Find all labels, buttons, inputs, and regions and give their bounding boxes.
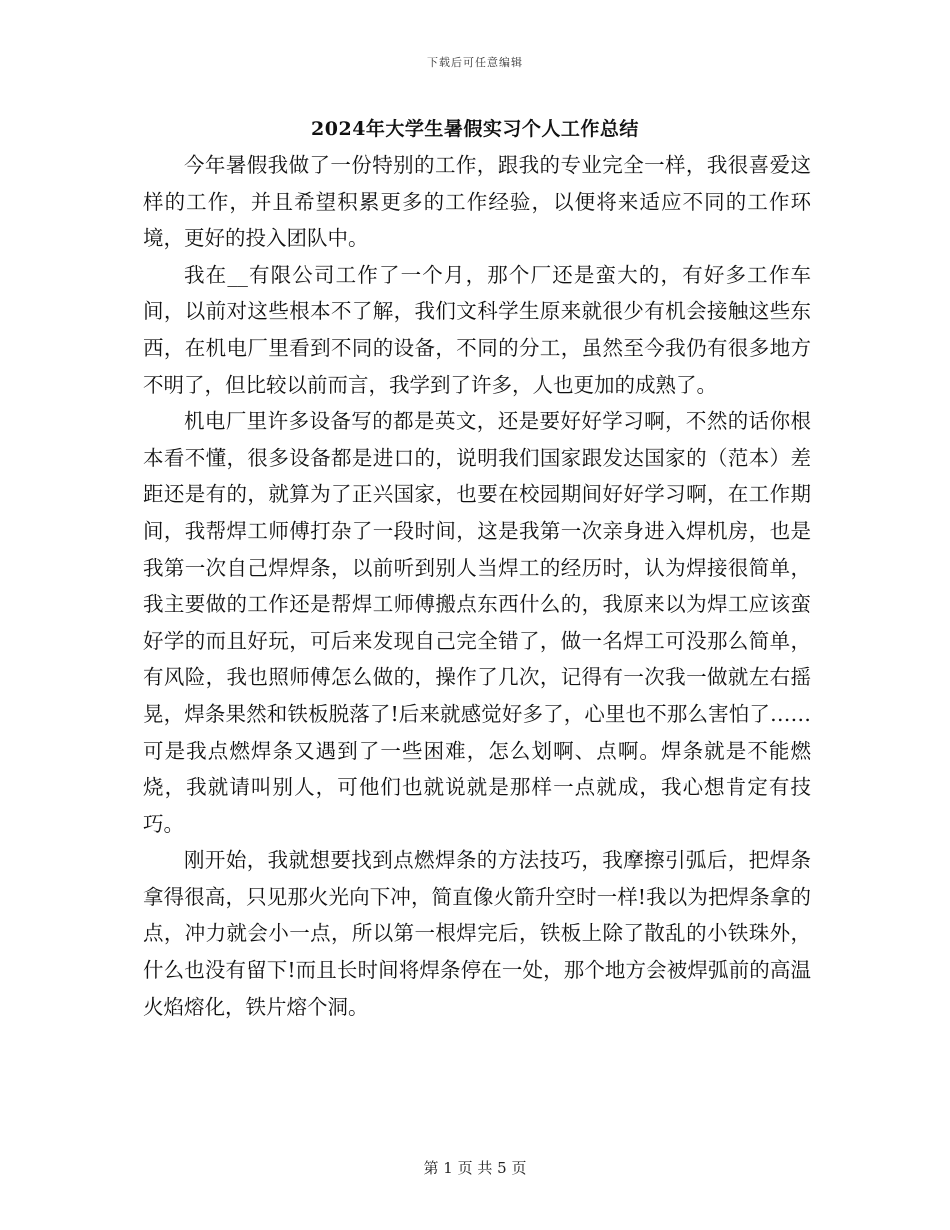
paragraph-1: 今年暑假我做了一份特别的工作，跟我的专业完全一样，我很喜爱这样的工作，并且希望积累更多的工作经验，以便将来适应不同的工作环境，更好的投入团队中。 [143, 153, 811, 251]
document-title: 2024年大学生暑假实习个人工作总结 [311, 118, 639, 140]
paragraph-2: 我在__有限公司工作了一个月，那个厂还是蛮大的，有好多工作车间，以前对这些根本不了解，我们文科学生原来就很少有机会接触这些东西，在机电厂里看到不同的设备，不同的分工，虽然至今我仍有很多地方不明了，但比较以前而言，我学到了许多，人也更加的成熟了。 [143, 262, 811, 397]
paragraph-3: 机电厂里许多设备写的都是英文，还是要好好学习啊，不然的话你根本看不懂，很多设备都是进口的，说明我们国家跟发达国家的（范本）差距还是有的，就算为了正兴国家，也要在校园期间好好学习啊，在工作期间，我帮焊工师傅打杂了一段时间，这是我第一次亲身进入焊机房，也是我第一次自己焊焊条，以前听到别人当焊工的经历时，认为焊接很简单，我主要做的工作还是帮焊工师傅搬点东西什么的，我原来以为焊工应该蛮好学的而且好玩，可后来发现自己完全错了，做一名焊工可没那么简单，有风险，我也照师傅怎么做的，操作了几次，记得有一次我一做就左右摇晃，焊条果然和铁板脱落了!后来就感觉好多了，心里也不那么害怕了……可是我点燃焊条又遇到了一些困难，怎么划啊、点啊。焊条就是不能燃烧，我就请叫别人，可他们也就说就是那样一点就成，我心想肯定有技巧。 [143, 409, 811, 836]
page-header-note: 下载后可任意编辑 [427, 56, 523, 69]
page-number: 第 1 页 共 5 页 [423, 1159, 527, 1177]
document-body [143, 147, 811, 1025]
paragraph-4: 刚开始，我就想要找到点燃焊条的方法技巧，我摩擦引弧后，把焊条拿得很高，只见那火光向下冲，简直像火箭升空时一样!我以为把焊条拿的点，冲力就会小一点，所以第一根焊完后，铁板上除了散乱的小铁珠外，什么也没有留下!而且长时间将焊条停在一处，那个地方会被焊弧前的高温火焰熔化，铁片熔个洞。 [143, 848, 811, 1019]
